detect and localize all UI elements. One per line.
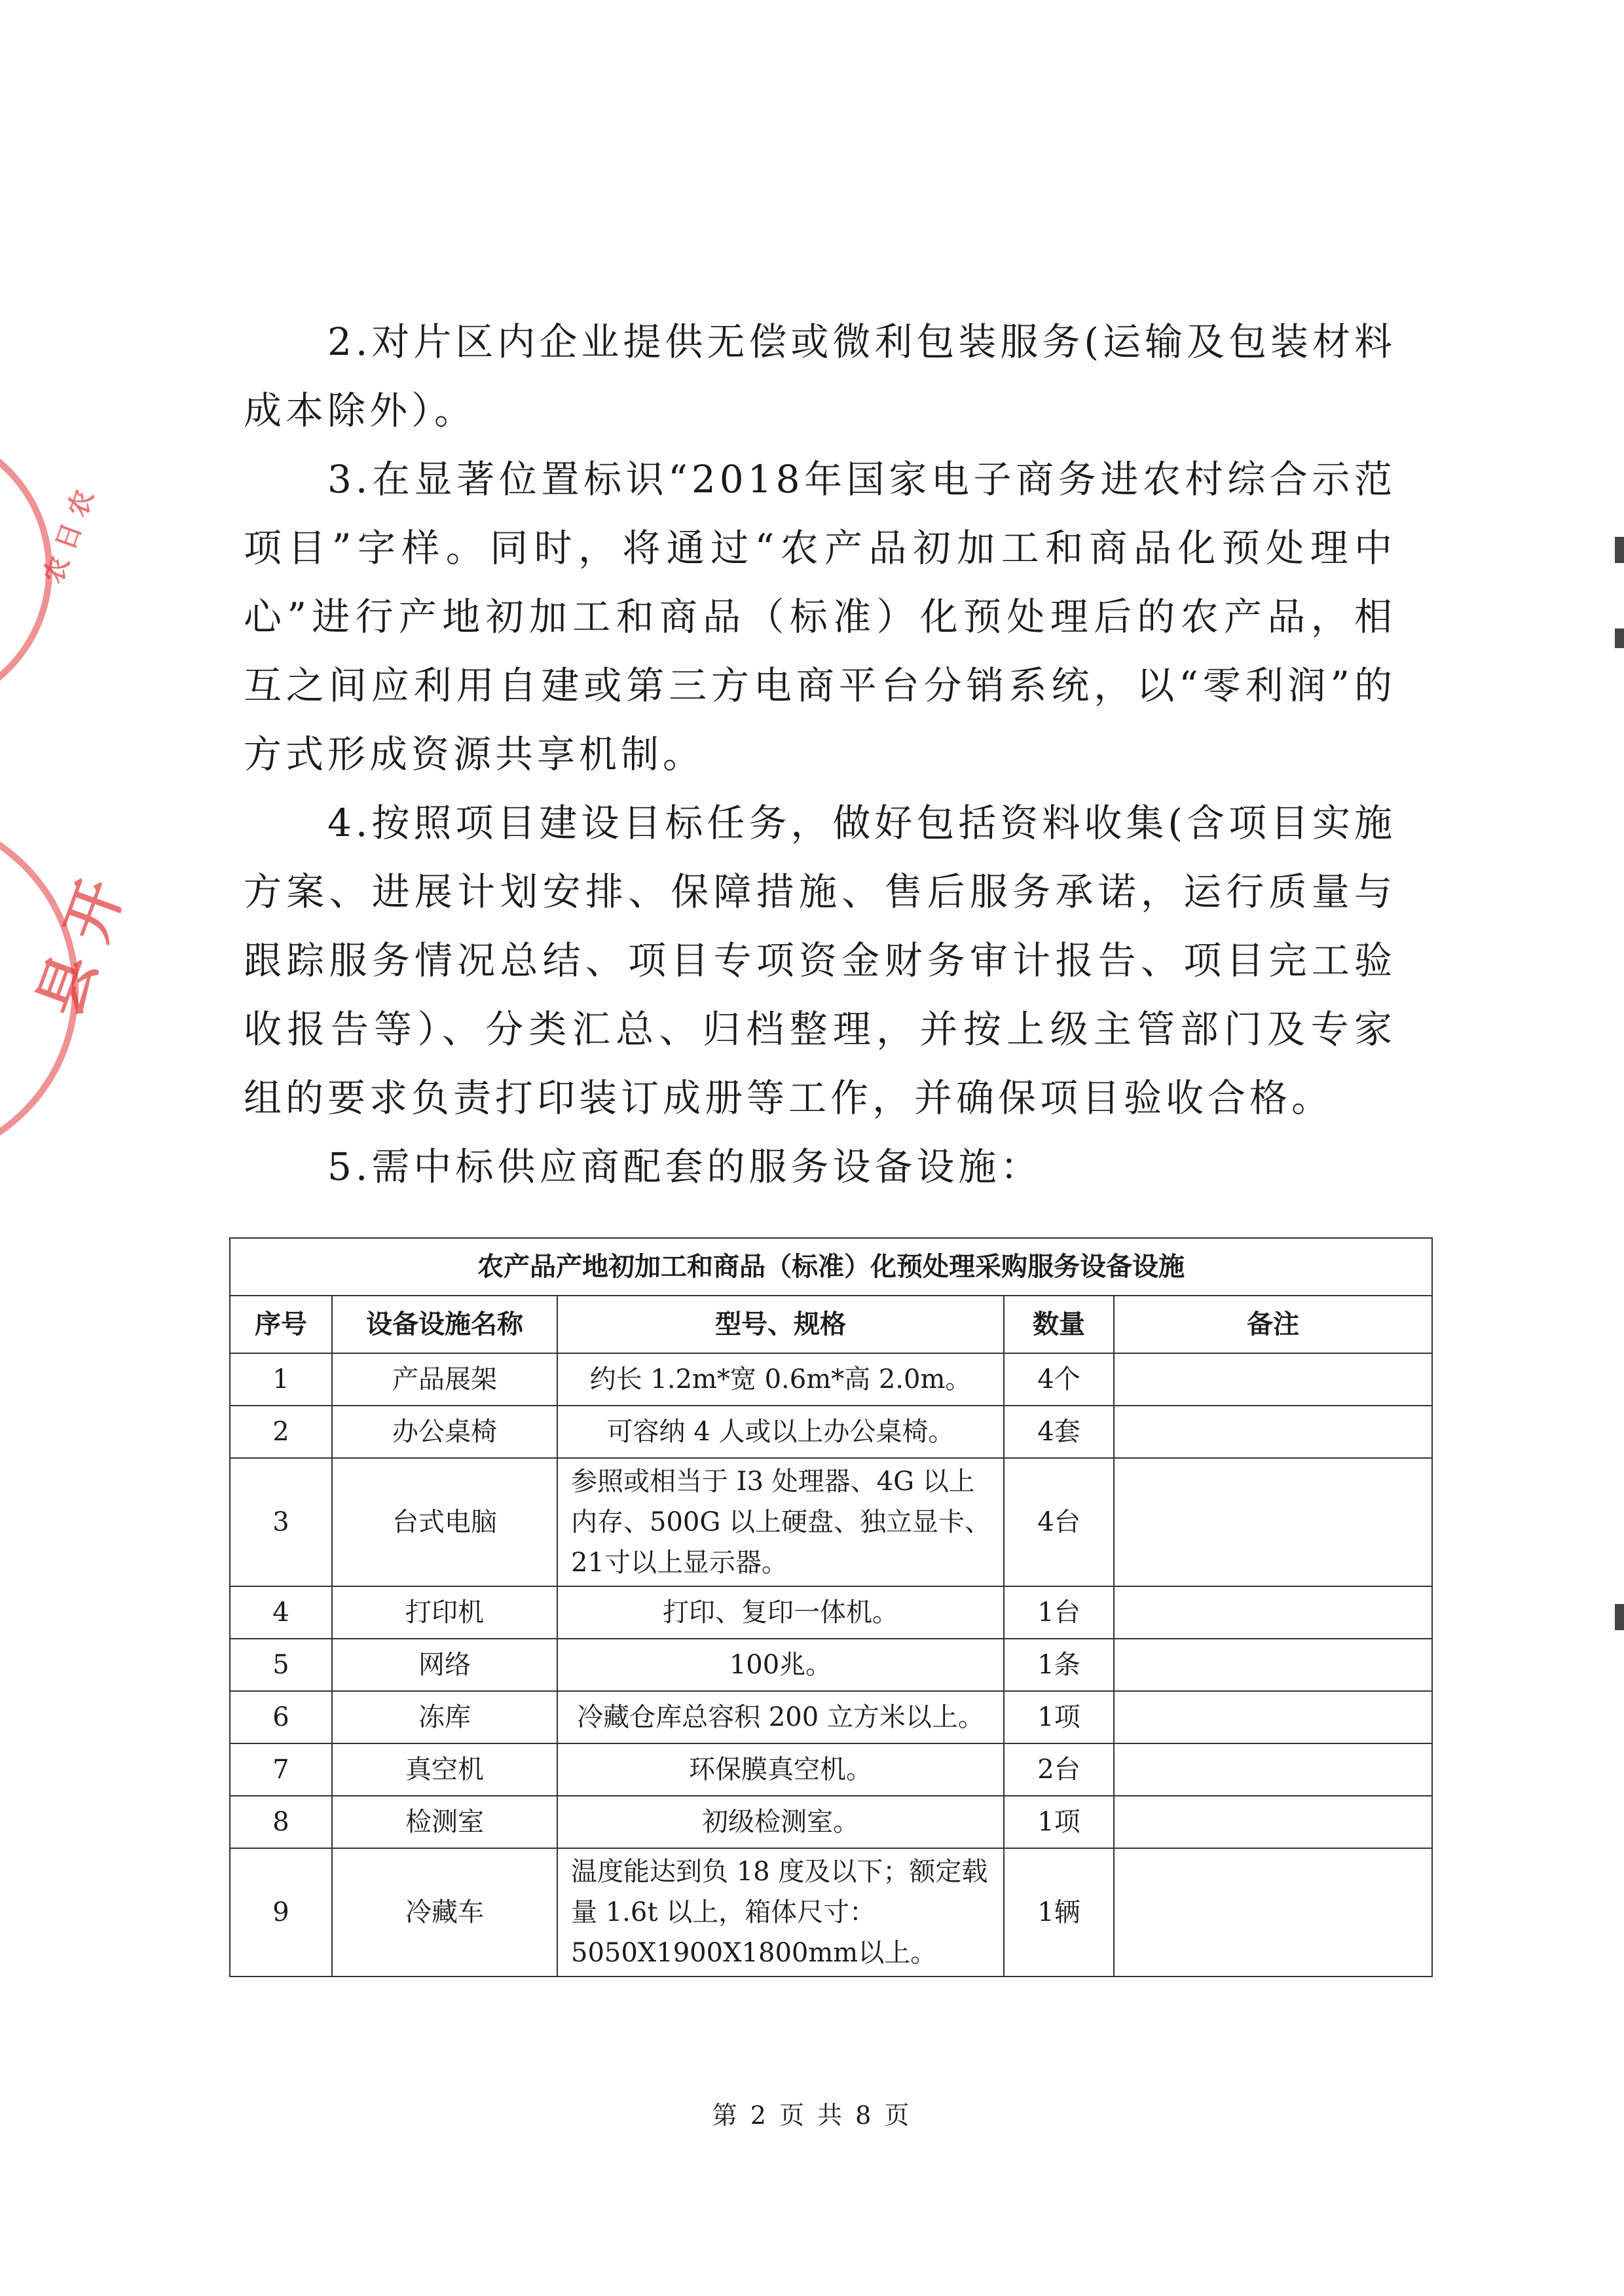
page-number-footer: 第 2 页 共 8 页 <box>712 2101 912 2130</box>
seal-fragment-top: 农 日 农 <box>38 486 100 588</box>
cell-qty: 2台 <box>1004 1743 1114 1796</box>
cell-no: 7 <box>230 1743 332 1796</box>
cell-qty: 4个 <box>1004 1353 1114 1406</box>
cell-name: 办公桌椅 <box>332 1406 557 1458</box>
table-row <box>230 1639 1432 1691</box>
table-row <box>230 1586 1432 1639</box>
header-spec: 型号、规格 <box>557 1296 1004 1353</box>
cell-qty: 4台 <box>1004 1458 1114 1586</box>
table-header-row <box>230 1296 1432 1353</box>
cell-no: 4 <box>230 1586 332 1639</box>
table-row <box>230 1848 1432 1977</box>
cell-no: 2 <box>230 1406 332 1458</box>
seal-fragment-bottom: 县 开 <box>25 871 138 1025</box>
table-row <box>230 1406 1432 1458</box>
cell-remark <box>1114 1848 1432 1977</box>
cell-no: 9 <box>230 1848 332 1977</box>
table-row <box>230 1743 1432 1796</box>
cell-name: 打印机 <box>332 1586 557 1639</box>
cell-remark <box>1114 1796 1432 1848</box>
header-qty: 数量 <box>1004 1296 1114 1353</box>
cell-spec: 冷藏仓库总容积 200 立方米以上。 <box>557 1691 1004 1743</box>
header-name: 设备设施名称 <box>332 1296 557 1353</box>
table-row <box>230 1691 1432 1743</box>
paragraph-2: 2.对片区内企业提供无偿或微利包装服务(运输及包装材料成本除外）。 <box>244 319 1396 433</box>
cell-no: 1 <box>230 1353 332 1406</box>
cell-qty: 1条 <box>1004 1639 1114 1691</box>
cell-remark <box>1114 1743 1432 1796</box>
cell-remark <box>1114 1639 1432 1691</box>
cell-name: 台式电脑 <box>332 1458 557 1586</box>
cell-remark <box>1114 1691 1432 1743</box>
table-row <box>230 1353 1432 1406</box>
table-row <box>230 1796 1432 1848</box>
header-remark: 备注 <box>1114 1296 1432 1353</box>
cell-spec: 约长 1.2m*宽 0.6m*高 2.0m。 <box>557 1353 1004 1406</box>
cell-spec: 参照或相当于 I3 处理器、4G 以上内存、500G 以上硬盘、独立显卡、21寸以上显示器。 <box>557 1458 1004 1586</box>
scan-edge-mark <box>1615 537 1624 563</box>
cell-no: 5 <box>230 1639 332 1691</box>
cell-remark <box>1114 1353 1432 1406</box>
paragraph-4: 4.按照项目建设目标任务，做好包括资料收集(含项目实施方案、进展计划安排、保障措施、售后服务承诺，运行质量与跟踪服务情况总结、项目专项资金财务审计报告、项目完工验收报告等）、分类汇总、归档整理，并按上级主管部门及专家组的要求负责打印装订成册等工作，并确保项目验收合格。 <box>244 801 1396 1120</box>
cell-no: 6 <box>230 1691 332 1743</box>
cell-qty: 4套 <box>1004 1406 1114 1458</box>
scan-edge-mark <box>1615 1604 1624 1630</box>
cell-name: 网络 <box>332 1639 557 1691</box>
header-no: 序号 <box>230 1296 332 1353</box>
cell-qty: 1辆 <box>1004 1848 1114 1977</box>
cell-name: 冷藏车 <box>332 1848 557 1977</box>
cell-remark <box>1114 1458 1432 1586</box>
cell-no: 3 <box>230 1458 332 1586</box>
table-caption: 农产品产地初加工和商品（标准）化预处理采购服务设备设施 <box>230 1238 1432 1296</box>
cell-spec: 初级检测室。 <box>557 1796 1004 1848</box>
cell-name: 真空机 <box>332 1743 557 1796</box>
table-row <box>230 1458 1432 1586</box>
equipment-table <box>229 1237 1433 1977</box>
cell-remark <box>1114 1406 1432 1458</box>
body-text <box>244 308 1396 1201</box>
cell-name: 冻库 <box>332 1691 557 1743</box>
cell-spec: 可容纳 4 人或以上办公桌椅。 <box>557 1406 1004 1458</box>
cell-qty: 1项 <box>1004 1691 1114 1743</box>
paragraph-3: 3.在显著位置标识“2018年国家电子商务进农村综合示范项目”字样。同时，将通过“农产品初加工和商品化预处理中心”进行产地初加工和商品（标准）化预处理后的农产品，相互之间应利用自建或第三方电商平台分销系统，以“零利润”的方式形成资源共享机制。 <box>244 457 1396 776</box>
cell-spec: 温度能达到负 18 度及以下；额定载量 1.6t 以上，箱体尺寸：5050X1900X1800mm以上。 <box>557 1848 1004 1977</box>
cell-name: 产品展架 <box>332 1353 557 1406</box>
cell-no: 8 <box>230 1796 332 1848</box>
paragraph-5: 5.需中标供应商配套的服务设备设施： <box>327 1144 1043 1189</box>
cell-remark <box>1114 1586 1432 1639</box>
cell-spec: 环保膜真空机。 <box>557 1743 1004 1796</box>
cell-qty: 1项 <box>1004 1796 1114 1848</box>
cell-qty: 1台 <box>1004 1586 1114 1639</box>
cell-spec: 打印、复印一体机。 <box>557 1586 1004 1639</box>
cell-spec: 100兆。 <box>557 1639 1004 1691</box>
cell-name: 检测室 <box>332 1796 557 1848</box>
scan-edge-mark <box>1615 629 1624 648</box>
table-caption-row <box>230 1238 1432 1296</box>
